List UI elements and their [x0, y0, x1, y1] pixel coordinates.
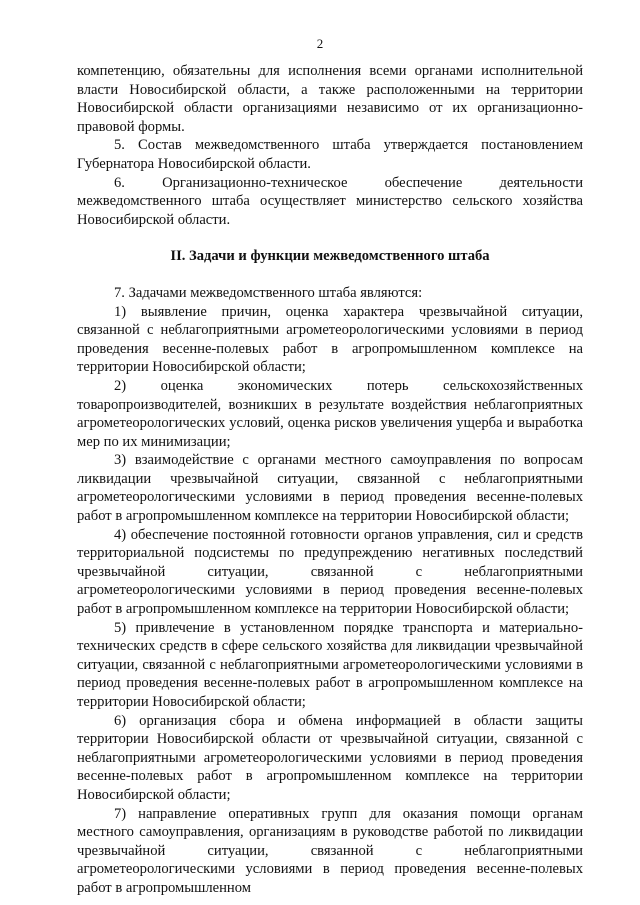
list-item-2: 2) оценка экономических потерь сельскохозяйственных товаропроизводителей, возникших в результате воздействия неблагоприятных агрометеорологических условий, оценка рисков увеличения ущерба и выработка мер по их минимизации;: [77, 377, 583, 450]
list-item-3: 3) взаимодействие с органами местного самоуправления по вопросам ликвидации чрезвычайной ситуации, связанной с неблагоприятными агрометеорологическими условиями в период проведения весенне-полевых работ в агропромышленном комплексе на территории Новосибирской области;: [77, 452, 583, 525]
page-number: 2: [316, 36, 324, 51]
list-item-7: 7) направление оперативных групп для оказания помощи органам местного самоуправления, организациям в руководстве работой по ликвидации чрезвычайной ситуации, связанной с неблагоприятными агрометеорологическими условиями в период проведения весенне-полевых работ в агропромышленном: [77, 805, 583, 896]
list-item-5: 5) привлечение в установленном порядке транспорта и материально-технических средств в сфере сельского хозяйства для ликвидации чрезвычайной ситуации, связанной с неблагоприятными агрометеорологическими условиями в период проведения весенне-полевых работ в агропромышленном комплексе на территории Новосибирской области;: [77, 619, 583, 710]
list-item-4: 4) обеспечение постоянной готовности органов управления, сил и средств территориальной подсистемы по предупреждению негативных последствий чрезвычайной ситуации, связанной с неблагоприятными агрометеорологическими условиями в период проведения весенне-полевых работ в агропромышленном комплексе на территории Новосибирской области;: [77, 526, 583, 618]
section-heading: II. Задачи и функции межведомственного штаба: [170, 248, 490, 265]
paragraph-item-6: 6. Организационно-техническое обеспечение деятельности межведомственного штаба осуществляет министерство сельского хозяйства Новосибирской области.: [77, 174, 583, 228]
list-item-6: 6) организация сбора и обмена информацией в области защиты территории Новосибирской области от чрезвычайной ситуации, связанной с неблагоприятными агрометеорологическими условиями в период проведения весенне-полевых работ в агропромышленном комплексе на территории Новосибирской области;: [77, 712, 583, 803]
document-body: [77, 62, 583, 898]
paragraph-competence: компетенцию, обязательны для исполнения всеми органами исполнительной власти Новосибирской области, а также расположенными на территории Новосибирской области организациями независимо от их организационно-правовой формы.: [77, 63, 583, 135]
list-item-1: 1) выявление причин, оценка характера чрезвычайной ситуации, связанной с неблагоприятными агрометеорологическими условиями в период проведения весенне-полевых работ в агропромышленном комплексе на территории Новосибирской области;: [77, 303, 583, 376]
paragraph-item-5: 5. Состав межведомственного штаба утверждается постановлением Губернатора Новосибирской области.: [77, 137, 583, 172]
paragraph-item-7: 7. Задачами межведомственного штаба являются:: [114, 284, 423, 301]
